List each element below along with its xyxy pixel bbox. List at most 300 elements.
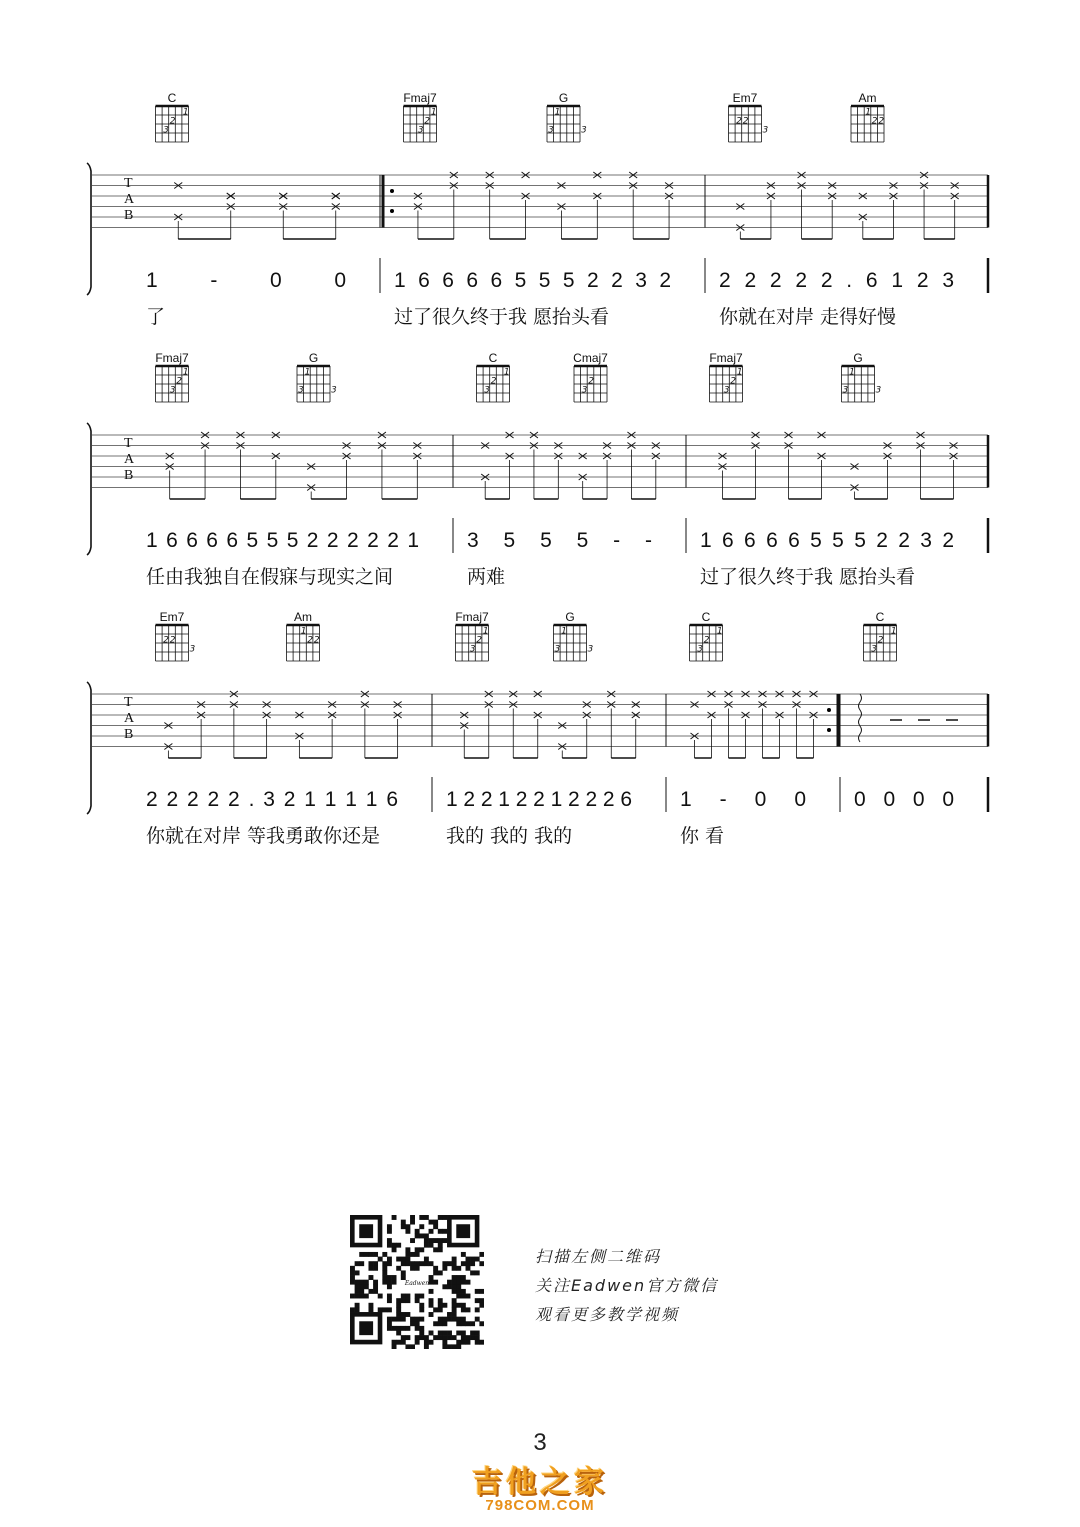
qr-module xyxy=(405,1229,410,1234)
qr-module xyxy=(355,1289,360,1294)
qr-module xyxy=(387,1294,392,1299)
qr-module xyxy=(405,1261,410,1266)
qr-module xyxy=(461,1294,466,1299)
chord-name: C xyxy=(167,91,177,105)
chord-finger: 1 xyxy=(561,626,567,637)
qr-module xyxy=(442,1303,447,1308)
qr-module xyxy=(364,1280,369,1285)
qr-module xyxy=(355,1280,360,1285)
qr-module xyxy=(410,1266,415,1271)
qr-module xyxy=(452,1307,457,1312)
chord-diagram xyxy=(842,351,882,402)
qr-module xyxy=(401,1294,406,1299)
site-logo: 吉他之家 xyxy=(472,1465,608,1500)
qr-module xyxy=(405,1335,410,1340)
qr-module xyxy=(447,1280,452,1285)
qr-module xyxy=(475,1307,480,1312)
qr-module xyxy=(429,1220,434,1225)
chord-finger: 2 xyxy=(871,116,878,127)
qr-module xyxy=(419,1317,424,1322)
qr-module xyxy=(429,1289,434,1294)
chord-finger: 1 xyxy=(430,107,437,118)
chord-name: Cmaj7 xyxy=(573,351,608,365)
chord-finger: 2 xyxy=(176,376,183,387)
qr-module xyxy=(429,1340,434,1345)
qr-module xyxy=(415,1321,420,1326)
chord-finger: 3 xyxy=(871,644,877,655)
qr-module xyxy=(475,1317,480,1322)
qr-module xyxy=(479,1289,484,1294)
qr-module xyxy=(373,1252,378,1257)
qr-module xyxy=(355,1307,360,1312)
chord-finger: 2 xyxy=(588,376,594,387)
qr-module xyxy=(429,1238,434,1243)
chord-finger: 3 xyxy=(169,385,176,396)
chord-name: Am xyxy=(858,91,877,105)
qr-module xyxy=(442,1215,447,1220)
qr-module xyxy=(405,1298,410,1303)
qr-module xyxy=(401,1220,406,1225)
system-bracket xyxy=(87,682,91,814)
chord-diagram xyxy=(155,351,189,402)
lyrics: 过了很久终于我 愿抬头看 xyxy=(394,306,610,328)
qr-module xyxy=(355,1270,360,1275)
chord-name: Fmaj7 xyxy=(155,351,189,365)
footer-scan-text: 扫描左侧二维码 xyxy=(535,1247,662,1266)
chord-name: G xyxy=(565,610,575,624)
qr-module xyxy=(392,1317,397,1322)
chord-diagram xyxy=(297,351,337,402)
qr-module xyxy=(419,1294,424,1299)
qr-module xyxy=(470,1257,475,1262)
qr-module xyxy=(373,1266,378,1271)
chord-finger: 2 xyxy=(163,635,169,646)
qr-module xyxy=(461,1275,466,1280)
chord-name: C xyxy=(488,351,498,365)
jianpu-notes: 0 0 0 0 xyxy=(854,788,954,811)
qr-module xyxy=(475,1270,480,1275)
qr-module xyxy=(442,1238,447,1243)
qr-module xyxy=(442,1344,447,1349)
qr-brand-label: Eadwen xyxy=(404,1280,430,1287)
jianpu-notes: 1 2 2 1 2 2 1 2 2 2 6 xyxy=(446,788,632,811)
qr-module xyxy=(419,1261,424,1266)
qr-module xyxy=(424,1261,429,1266)
qr-module xyxy=(401,1257,406,1262)
qr-module xyxy=(359,1289,364,1294)
chord-finger: 1 xyxy=(554,107,561,118)
qr-module xyxy=(424,1257,429,1262)
qr-module xyxy=(442,1229,447,1234)
qr-module xyxy=(447,1331,452,1336)
chord-diagram xyxy=(729,91,769,142)
lyrics: 你就在对岸 走得好慢 xyxy=(719,306,897,328)
qr-module xyxy=(382,1280,387,1285)
chord-finger: 2 xyxy=(476,635,483,646)
qr-module xyxy=(438,1303,443,1308)
qr-module xyxy=(452,1280,457,1285)
qr-module xyxy=(452,1275,457,1280)
qr-module xyxy=(373,1280,378,1285)
qr-module xyxy=(475,1335,480,1340)
qr-module xyxy=(479,1298,484,1303)
chord-finger: 3 xyxy=(587,644,594,655)
qr-module xyxy=(401,1224,406,1229)
tab-clef-letter: T xyxy=(124,176,133,191)
qr-module xyxy=(410,1220,415,1225)
qr-module xyxy=(368,1307,373,1312)
qr-module xyxy=(479,1303,484,1308)
qr-module xyxy=(419,1247,424,1252)
qr-module xyxy=(410,1344,415,1349)
qr-module xyxy=(415,1298,420,1303)
chord-diagram xyxy=(851,91,884,142)
jianpu-notes: 2 2 2 2 2 . 6 1 2 3 xyxy=(719,269,954,292)
chord-diagram xyxy=(690,610,723,661)
qr-module xyxy=(355,1294,360,1299)
qr-module xyxy=(433,1224,438,1229)
qr-module xyxy=(378,1307,383,1312)
arpeggio-mark xyxy=(859,694,862,742)
qr-module xyxy=(419,1303,424,1308)
lyrics: 过了很久终于我 愿抬头看 xyxy=(700,566,916,588)
qr-code xyxy=(350,1215,484,1349)
qr-module xyxy=(401,1261,406,1266)
chord-name: G xyxy=(558,91,569,105)
qr-module xyxy=(405,1247,410,1252)
jianpu-notes: 1 6 6 6 6 5 5 5 2 2 3 2 xyxy=(700,529,954,552)
qr-module xyxy=(438,1215,443,1220)
tab-clef-letter: T xyxy=(124,695,133,710)
qr-module xyxy=(396,1317,401,1322)
chord-finger: 2 xyxy=(736,116,742,127)
qr-module xyxy=(368,1303,373,1308)
qr-module xyxy=(466,1294,471,1299)
chord-finger: 3 xyxy=(875,385,882,396)
qr-module xyxy=(475,1340,480,1345)
qr-module xyxy=(438,1270,443,1275)
chord-finger: 2 xyxy=(742,116,749,127)
qr-module xyxy=(479,1340,484,1345)
qr-module xyxy=(419,1224,424,1229)
qr-module xyxy=(442,1284,447,1289)
qr-module xyxy=(415,1294,420,1299)
qr-module xyxy=(415,1233,420,1238)
qr-module xyxy=(415,1229,420,1234)
qr-module xyxy=(475,1257,480,1262)
footer-follow-text: 关注Eadwen官方微信 xyxy=(535,1276,719,1295)
chord-diagram xyxy=(554,610,594,661)
qr-module xyxy=(364,1252,369,1257)
qr-module xyxy=(355,1303,360,1308)
chord-name: Am xyxy=(294,610,312,624)
lyrics: 任由我独自在假寐与现实之间 xyxy=(146,566,394,588)
qr-module xyxy=(415,1247,420,1252)
qr-module xyxy=(470,1331,475,1336)
chord-diagram xyxy=(573,351,608,402)
chord-finger: 3 xyxy=(548,125,554,136)
chord-finger: 3 xyxy=(417,125,424,136)
qr-module xyxy=(452,1344,457,1349)
qr-module xyxy=(470,1270,475,1275)
qr-module xyxy=(438,1298,443,1303)
chord-name: C xyxy=(701,610,711,624)
qr-module xyxy=(359,1294,364,1299)
qr-module xyxy=(456,1303,461,1308)
chord-finger: 2 xyxy=(703,635,710,646)
chord-finger: 2 xyxy=(878,116,885,127)
chord-finger: 2 xyxy=(169,116,176,127)
qr-module xyxy=(387,1307,392,1312)
qr-module xyxy=(396,1312,401,1317)
qr-module xyxy=(392,1340,397,1345)
qr-module xyxy=(401,1317,406,1322)
qr-module xyxy=(461,1280,466,1285)
qr-module xyxy=(410,1317,415,1322)
qr-module xyxy=(419,1233,424,1238)
qr-module xyxy=(461,1261,466,1266)
chord-finger: 2 xyxy=(169,635,176,646)
qr-module xyxy=(378,1294,383,1299)
qr-module xyxy=(401,1270,406,1275)
qr-module xyxy=(433,1220,438,1225)
chord-diagram xyxy=(477,351,510,402)
chord-name: Em7 xyxy=(732,91,758,105)
chord-name: Fmaj7 xyxy=(403,91,437,105)
tab-clef-letter: A xyxy=(124,192,135,207)
chord-diagram xyxy=(156,610,196,661)
repeat-dot xyxy=(827,708,831,712)
qr-module xyxy=(461,1340,466,1345)
qr-module xyxy=(382,1307,387,1312)
qr-module xyxy=(419,1307,424,1312)
qr-module xyxy=(368,1261,373,1266)
chord-diagram xyxy=(455,610,489,661)
chord-finger: 3 xyxy=(163,125,169,136)
qr-module xyxy=(442,1266,447,1271)
qr-module xyxy=(424,1335,429,1340)
qr-module xyxy=(438,1335,443,1340)
qr-module xyxy=(424,1215,429,1220)
qr-module xyxy=(359,1261,364,1266)
qr-module xyxy=(405,1252,410,1257)
repeat-dot xyxy=(827,728,831,732)
qr-module xyxy=(355,1284,360,1289)
qr-module xyxy=(387,1326,392,1331)
qr-module xyxy=(387,1298,392,1303)
qr-module xyxy=(452,1303,457,1308)
qr-module xyxy=(452,1289,457,1294)
qr-module xyxy=(433,1247,438,1252)
qr-module xyxy=(447,1312,452,1317)
qr-module xyxy=(419,1215,424,1220)
qr-module xyxy=(433,1335,438,1340)
chord-finger: 3 xyxy=(484,385,490,396)
footer-video-text: 观看更多教学视频 xyxy=(535,1305,680,1324)
qr-module xyxy=(419,1326,424,1331)
qr-module xyxy=(396,1331,401,1336)
qr-module xyxy=(368,1252,373,1257)
qr-module xyxy=(461,1307,466,1312)
qr-module xyxy=(438,1331,443,1336)
qr-finder xyxy=(456,1224,470,1238)
lyrics: 我的 我的 我的 xyxy=(446,825,573,847)
chord-name: G xyxy=(308,351,319,365)
qr-module xyxy=(387,1229,392,1234)
qr-module xyxy=(466,1266,471,1271)
qr-module xyxy=(392,1247,397,1252)
qr-module xyxy=(479,1261,484,1266)
chord-name: Fmaj7 xyxy=(709,351,743,365)
chord-diagram xyxy=(156,91,189,142)
qr-module xyxy=(350,1275,355,1280)
chord-diagram xyxy=(547,91,587,142)
qr-module xyxy=(461,1252,466,1257)
qr-module xyxy=(392,1280,397,1285)
qr-module xyxy=(415,1335,420,1340)
qr-module xyxy=(475,1331,480,1336)
qr-module xyxy=(479,1321,484,1326)
system-bracket xyxy=(87,423,91,555)
qr-module xyxy=(392,1344,397,1349)
jianpu-notes: 3 5 5 5 - - xyxy=(467,529,652,552)
qr-module xyxy=(424,1340,429,1345)
qr-module xyxy=(415,1252,420,1257)
tab-clef-letter: A xyxy=(124,452,135,467)
qr-module xyxy=(466,1321,471,1326)
qr-module xyxy=(359,1284,364,1289)
chord-name: G xyxy=(853,351,863,365)
qr-module xyxy=(396,1243,401,1248)
qr-module xyxy=(415,1317,420,1322)
qr-module xyxy=(373,1284,378,1289)
qr-module xyxy=(368,1266,373,1271)
chord-finger: 3 xyxy=(331,385,337,396)
qr-module xyxy=(470,1261,475,1266)
qr-module xyxy=(396,1298,401,1303)
qr-module xyxy=(429,1312,434,1317)
qr-module xyxy=(401,1335,406,1340)
qr-module xyxy=(415,1340,420,1345)
chord-finger: 3 xyxy=(581,125,587,136)
qr-module xyxy=(456,1294,461,1299)
qr-module xyxy=(350,1294,355,1299)
qr-module xyxy=(438,1243,443,1248)
qr-module xyxy=(470,1321,475,1326)
chord-finger: 1 xyxy=(503,367,510,378)
qr-module xyxy=(424,1238,429,1243)
qr-module xyxy=(466,1335,471,1340)
chord-name: Em7 xyxy=(159,610,185,624)
tab-clef-letter: B xyxy=(124,727,134,742)
qr-module xyxy=(350,1266,355,1271)
qr-finder xyxy=(359,1224,373,1238)
qr-module xyxy=(387,1280,392,1285)
qr-module xyxy=(359,1252,364,1257)
qr-module xyxy=(429,1331,434,1336)
qr-module xyxy=(405,1294,410,1299)
qr-module xyxy=(424,1233,429,1238)
chord-finger: 1 xyxy=(736,367,743,378)
qr-module xyxy=(396,1303,401,1308)
qr-module xyxy=(442,1340,447,1345)
qr-module xyxy=(438,1317,443,1322)
qr-module xyxy=(456,1321,461,1326)
qr-module xyxy=(387,1257,392,1262)
qr-module xyxy=(359,1280,364,1285)
qr-module xyxy=(373,1289,378,1294)
chord-finger: 1 xyxy=(182,107,189,118)
qr-module xyxy=(350,1280,355,1285)
qr-module xyxy=(475,1298,480,1303)
qr-module xyxy=(429,1261,434,1266)
qr-module xyxy=(364,1284,369,1289)
qr-finder xyxy=(359,1321,373,1335)
qr-module xyxy=(442,1335,447,1340)
jianpu-notes: 1 6 6 6 6 5 5 5 2 2 3 2 xyxy=(394,269,671,292)
qr-module xyxy=(410,1252,415,1257)
chord-finger: 1 xyxy=(304,367,311,378)
qr-module xyxy=(456,1331,461,1336)
qr-module xyxy=(452,1257,457,1262)
qr-module xyxy=(433,1280,438,1285)
chord-finger: 2 xyxy=(424,116,431,127)
qr-module xyxy=(442,1321,447,1326)
qr-module xyxy=(429,1298,434,1303)
jianpu-notes: 2 2 2 2 2 . 3 2 1 1 1 1 6 xyxy=(146,788,398,811)
qr-module xyxy=(466,1257,471,1262)
qr-module xyxy=(387,1284,392,1289)
qr-module xyxy=(429,1280,434,1285)
jianpu-notes: 1 6 6 6 6 5 5 5 2 2 2 2 2 1 xyxy=(146,529,419,552)
qr-module xyxy=(429,1303,434,1308)
qr-module xyxy=(433,1321,438,1326)
lyrics: 两难 xyxy=(467,566,506,588)
qr-module xyxy=(447,1335,452,1340)
qr-module xyxy=(405,1312,410,1317)
qr-module xyxy=(466,1307,471,1312)
qr-module xyxy=(447,1344,452,1349)
qr-module xyxy=(382,1270,387,1275)
qr-module xyxy=(401,1326,406,1331)
qr-module xyxy=(461,1303,466,1308)
qr-module xyxy=(433,1307,438,1312)
qr-module xyxy=(456,1280,461,1285)
jianpu-notes: 1 - 0 0 xyxy=(146,269,346,292)
jianpu-notes: 1 - 0 0 xyxy=(680,788,806,811)
qr-module xyxy=(396,1257,401,1262)
tab-clef-letter: T xyxy=(124,436,133,451)
qr-module xyxy=(438,1307,443,1312)
qr-module xyxy=(424,1243,429,1248)
chord-finger: 3 xyxy=(762,125,769,136)
qr-module xyxy=(396,1266,401,1271)
qr-module xyxy=(475,1289,480,1294)
qr-module xyxy=(415,1261,420,1266)
chord-finger: 1 xyxy=(890,626,897,637)
chord-finger: 3 xyxy=(298,385,304,396)
chord-finger: 3 xyxy=(581,385,588,396)
qr-module xyxy=(405,1344,410,1349)
qr-module xyxy=(396,1307,401,1312)
chord-diagram xyxy=(864,610,897,661)
qr-module xyxy=(442,1261,447,1266)
qr-module xyxy=(392,1243,397,1248)
qr-module xyxy=(387,1317,392,1322)
qr-module xyxy=(387,1238,392,1243)
qr-module xyxy=(396,1326,401,1331)
qr-module xyxy=(438,1247,443,1252)
